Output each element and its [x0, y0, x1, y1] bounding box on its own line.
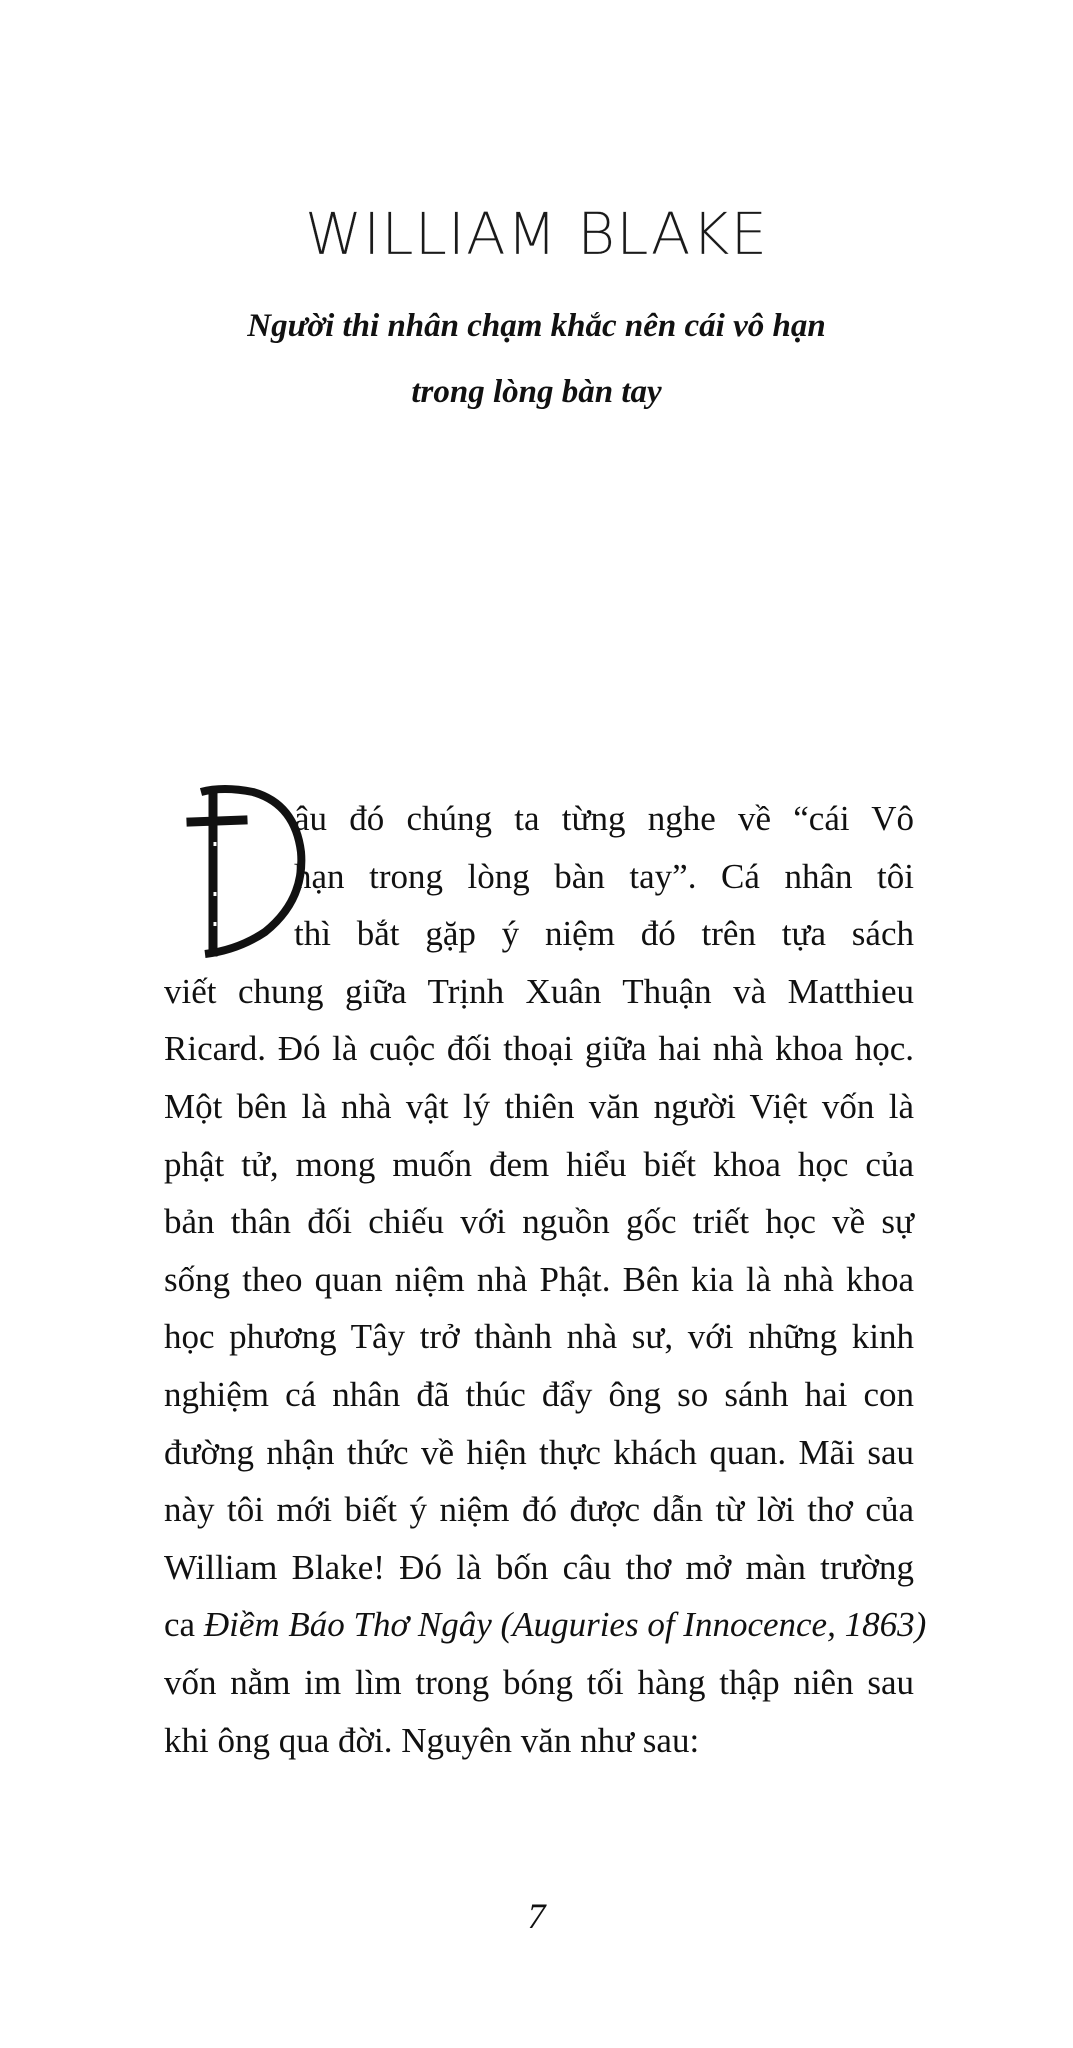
body-text-plain: ca [164, 1605, 204, 1645]
body-line: sống theo quan niệm nhà Phật. Bên kia là nhà khoa [164, 1259, 914, 1299]
body-line: phật tử, mong muốn đem hiểu biết khoa học của [164, 1144, 914, 1184]
body-line: âu đó chúng ta từng nghe về “cái Vô [294, 799, 914, 838]
chapter-subtitle-line-1: Người thi nhân chạm khắc nên cái vô hạn [247, 308, 826, 344]
poem-title: Điềm Báo Thơ Ngây (Auguries of Innocence, 1863) [203, 1605, 927, 1645]
body-line: này tôi mới biết ý niệm đó được dẫn từ lời thơ của [164, 1490, 914, 1530]
body-line: bản thân đối chiếu với nguồn gốc triết học về sự [164, 1202, 914, 1242]
chapter-title: WILLIAM BLAKE [304, 200, 769, 268]
body-line: học phương Tây trở thành nhà sư, với những kinh [164, 1317, 914, 1357]
body-line: Một bên là nhà vật lý thiên văn người Việt vốn là [164, 1086, 914, 1126]
body-line: viết chung giữa Trịnh Xuân Thuận và Matthieu [164, 971, 914, 1011]
body-text [164, 790, 927, 1769]
body-line: Ricard. Đó là cuộc đối thoại giữa hai nhà khoa học. [164, 1029, 914, 1069]
page-number: 7 [527, 1896, 546, 1936]
body-line: thì bắt gặp ý niệm đó trên tựa sách [294, 914, 914, 954]
body-line: khi ông qua đời. Nguyên văn như sau: [164, 1720, 700, 1760]
body-line: vốn nằm im lìm trong bóng tối hàng thập niên sau [164, 1662, 914, 1702]
body-line: William Blake! Đó là bốn câu thơ mở màn trường [164, 1547, 914, 1587]
body-line: hạn trong lòng bàn tay”. Cá nhân tôi [294, 856, 914, 896]
body-line: đường nhận thức về hiện thực khách quan. Mãi sau [164, 1432, 914, 1472]
chapter-subtitle-line-2: trong lòng bàn tay [411, 374, 662, 410]
body-line [164, 1596, 927, 1654]
body-line: nghiệm cá nhân đã thúc đẩy ông so sánh hai con [164, 1374, 914, 1414]
